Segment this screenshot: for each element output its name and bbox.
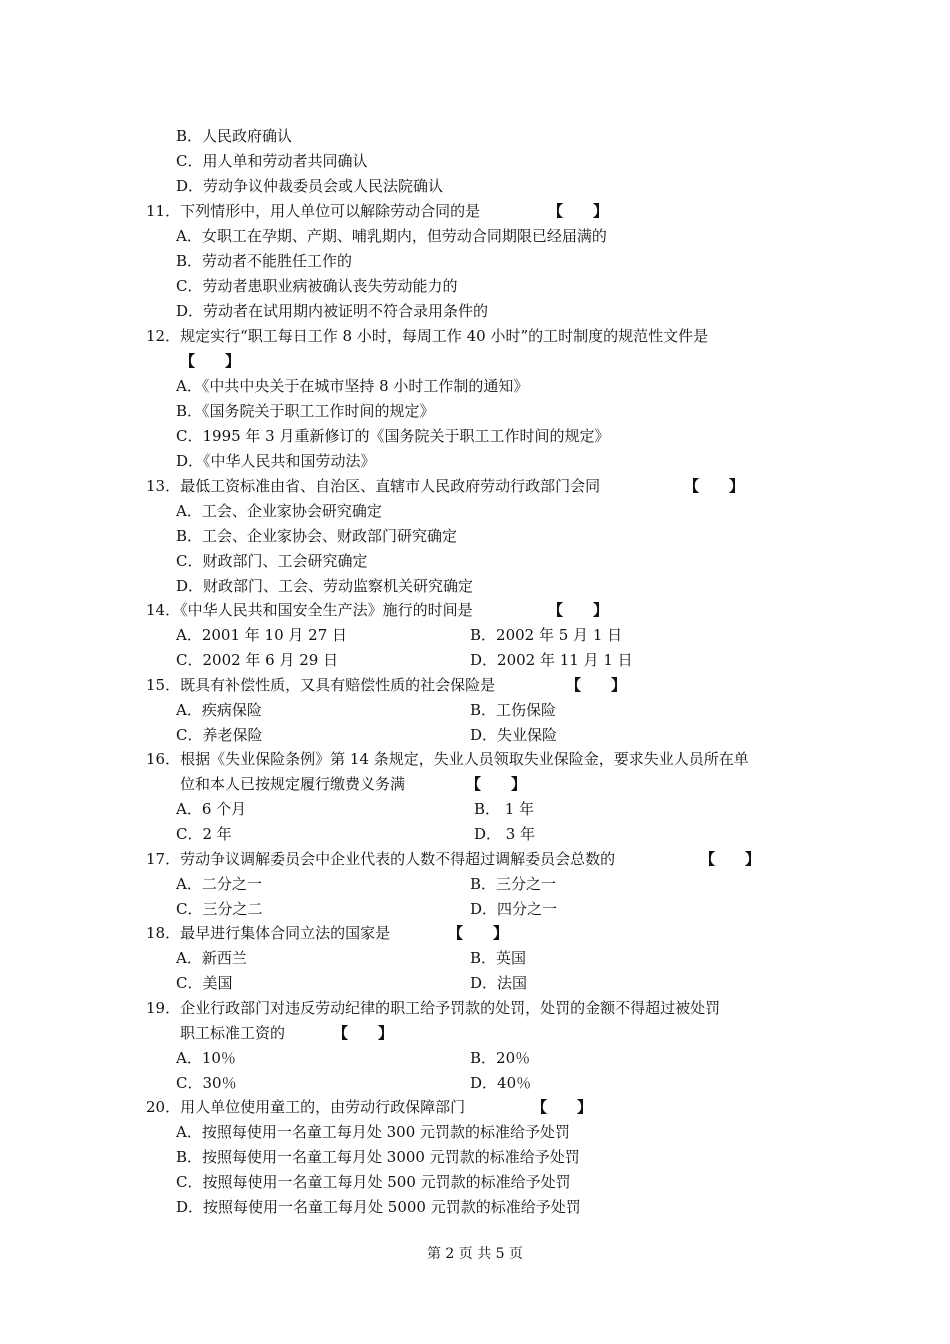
q11-option-c: C．劳动者患职业病被确认丧失劳动能力的	[176, 277, 458, 295]
page-number: 第 2 页 共 5 页	[426, 1246, 524, 1262]
q18-option-b: B．英国	[470, 949, 527, 967]
q19-option-b: B．20％	[470, 1049, 531, 1067]
q13-answer-bracket: 【 】	[684, 477, 745, 495]
q18-answer-bracket: 【 】	[448, 924, 509, 942]
q20-option-d: D．按照每使用一名童工每月处 5000 元罚款的标准给予处罚	[176, 1198, 581, 1216]
q15-option-d: D．失业保险	[470, 726, 558, 744]
q14-option-b: B．2002 年 5 月 1 日	[470, 626, 623, 644]
q17-stem: 17．劳动争议调解委员会中企业代表的人数不得超过调解委员会总数的	[146, 850, 616, 868]
q10-option-d: D．劳动争议仲裁委员会或人民法院确认	[176, 177, 444, 195]
q14-option-c: C．2002 年 6 月 29 日	[176, 651, 339, 669]
q20-option-b: B．按照每使用一名童工每月处 3000 元罚款的标准给予处罚	[176, 1148, 580, 1166]
q17-option-c: C．三分之二	[176, 900, 263, 918]
q18-option-d: D．法国	[470, 974, 528, 992]
q14-option-a: A．2001 年 10 月 27 日	[176, 626, 348, 644]
q15-stem: 15．既具有补偿性质，又具有赔偿性质的社会保险是	[146, 676, 496, 694]
q16-option-d: D． 3 年	[474, 825, 536, 843]
q16-stem: 16．根据《失业保险条例》第 14 条规定，失业人员领取失业保险金，要求失业人员所在单	[146, 750, 749, 768]
q17-option-b: B．三分之一	[470, 875, 557, 893]
q19-stem-cont: 职工标准工资的	[180, 1024, 286, 1042]
q12-option-b: B．《国务院关于职工工作时间的规定》	[176, 402, 435, 420]
q13-option-a: A．工会、企业家协会研究确定	[176, 502, 382, 520]
q11-option-a: A．女职工在孕期、产期、哺乳期内，但劳动合同期限已经届满的	[176, 227, 607, 245]
q12-answer-bracket: 【 】	[180, 352, 241, 370]
q10-option-c: C．用人单和劳动者共同确认	[176, 152, 368, 170]
q19-option-a: A．10％	[176, 1049, 236, 1067]
q10-option-b: B．人民政府确认	[176, 127, 293, 145]
q20-option-a: A．按照每使用一名童工每月处 300 元罚款的标准给予处罚	[176, 1123, 571, 1141]
q12-option-c: C．1995 年 3 月重新修订的《国务院关于职工工作时间的规定》	[176, 427, 610, 445]
q13-option-b: B．工会、企业家协会、财政部门研究确定	[176, 527, 458, 545]
q13-option-c: C．财政部门、工会研究确定	[176, 552, 368, 570]
q15-option-c: C．养老保险	[176, 726, 263, 744]
q19-stem: 19．企业行政部门对违反劳动纪律的职工给予罚款的处罚，处罚的金额不得超过被处罚	[146, 999, 721, 1017]
q18-stem: 18．最早进行集体合同立法的国家是	[146, 924, 391, 942]
q14-answer-bracket: 【 】	[548, 601, 609, 619]
q13-stem: 13．最低工资标准由省、自治区、直辖市人民政府劳动行政部门会同	[146, 477, 601, 495]
q19-option-d: D．40％	[470, 1074, 532, 1092]
q18-option-c: C．美国	[176, 974, 233, 992]
q16-answer-bracket: 【 】	[466, 775, 527, 793]
q11-stem: 11．下列情形中，用人单位可以解除劳动合同的是	[146, 202, 481, 220]
q17-option-d: D．四分之一	[470, 900, 558, 918]
q16-stem-cont: 位和本人已按规定履行缴费义务满	[180, 775, 406, 793]
q11-answer-bracket: 【 】	[548, 202, 609, 220]
q12-option-d: D．《中华人民共和国劳动法》	[176, 452, 376, 470]
q14-stem: 14．《中华人民共和国安全生产法》施行的时间是	[146, 601, 473, 619]
q12-stem: 12．规定实行“职工每日工作 8 小时，每周工作 40 小时”的工时制度的规范性文件是	[146, 327, 709, 345]
q19-answer-bracket: 【 】	[333, 1024, 394, 1042]
q16-option-c: C．2 年	[176, 825, 232, 843]
q14-option-d: D．2002 年 11 月 1 日	[470, 651, 633, 669]
q15-option-a: A．疾病保险	[176, 701, 262, 719]
q17-answer-bracket: 【 】	[700, 850, 761, 868]
q18-option-a: A．新西兰	[176, 949, 247, 967]
q12-option-a: A．《中共中央关于在城市坚持 8 小时工作制的通知》	[176, 377, 529, 395]
q20-option-c: C．按照每使用一名童工每月处 500 元罚款的标准给予处罚	[176, 1173, 571, 1191]
q13-option-d: D．财政部门、工会、劳动监察机关研究确定	[176, 577, 474, 595]
q15-option-b: B．工伤保险	[470, 701, 557, 719]
q11-option-d: D．劳动者在试用期内被证明不符合录用条件的	[176, 302, 489, 320]
q20-stem: 20．用人单位使用童工的，由劳动行政保障部门	[146, 1098, 466, 1116]
q17-option-a: A．二分之一	[176, 875, 262, 893]
q20-answer-bracket: 【 】	[532, 1098, 593, 1116]
q19-option-c: C．30％	[176, 1074, 237, 1092]
q16-option-b: B． 1 年	[474, 800, 535, 818]
q11-option-b: B．劳动者不能胜任工作的	[176, 252, 353, 270]
q16-option-a: A．6 个月	[176, 800, 247, 818]
q15-answer-bracket: 【 】	[566, 676, 627, 694]
